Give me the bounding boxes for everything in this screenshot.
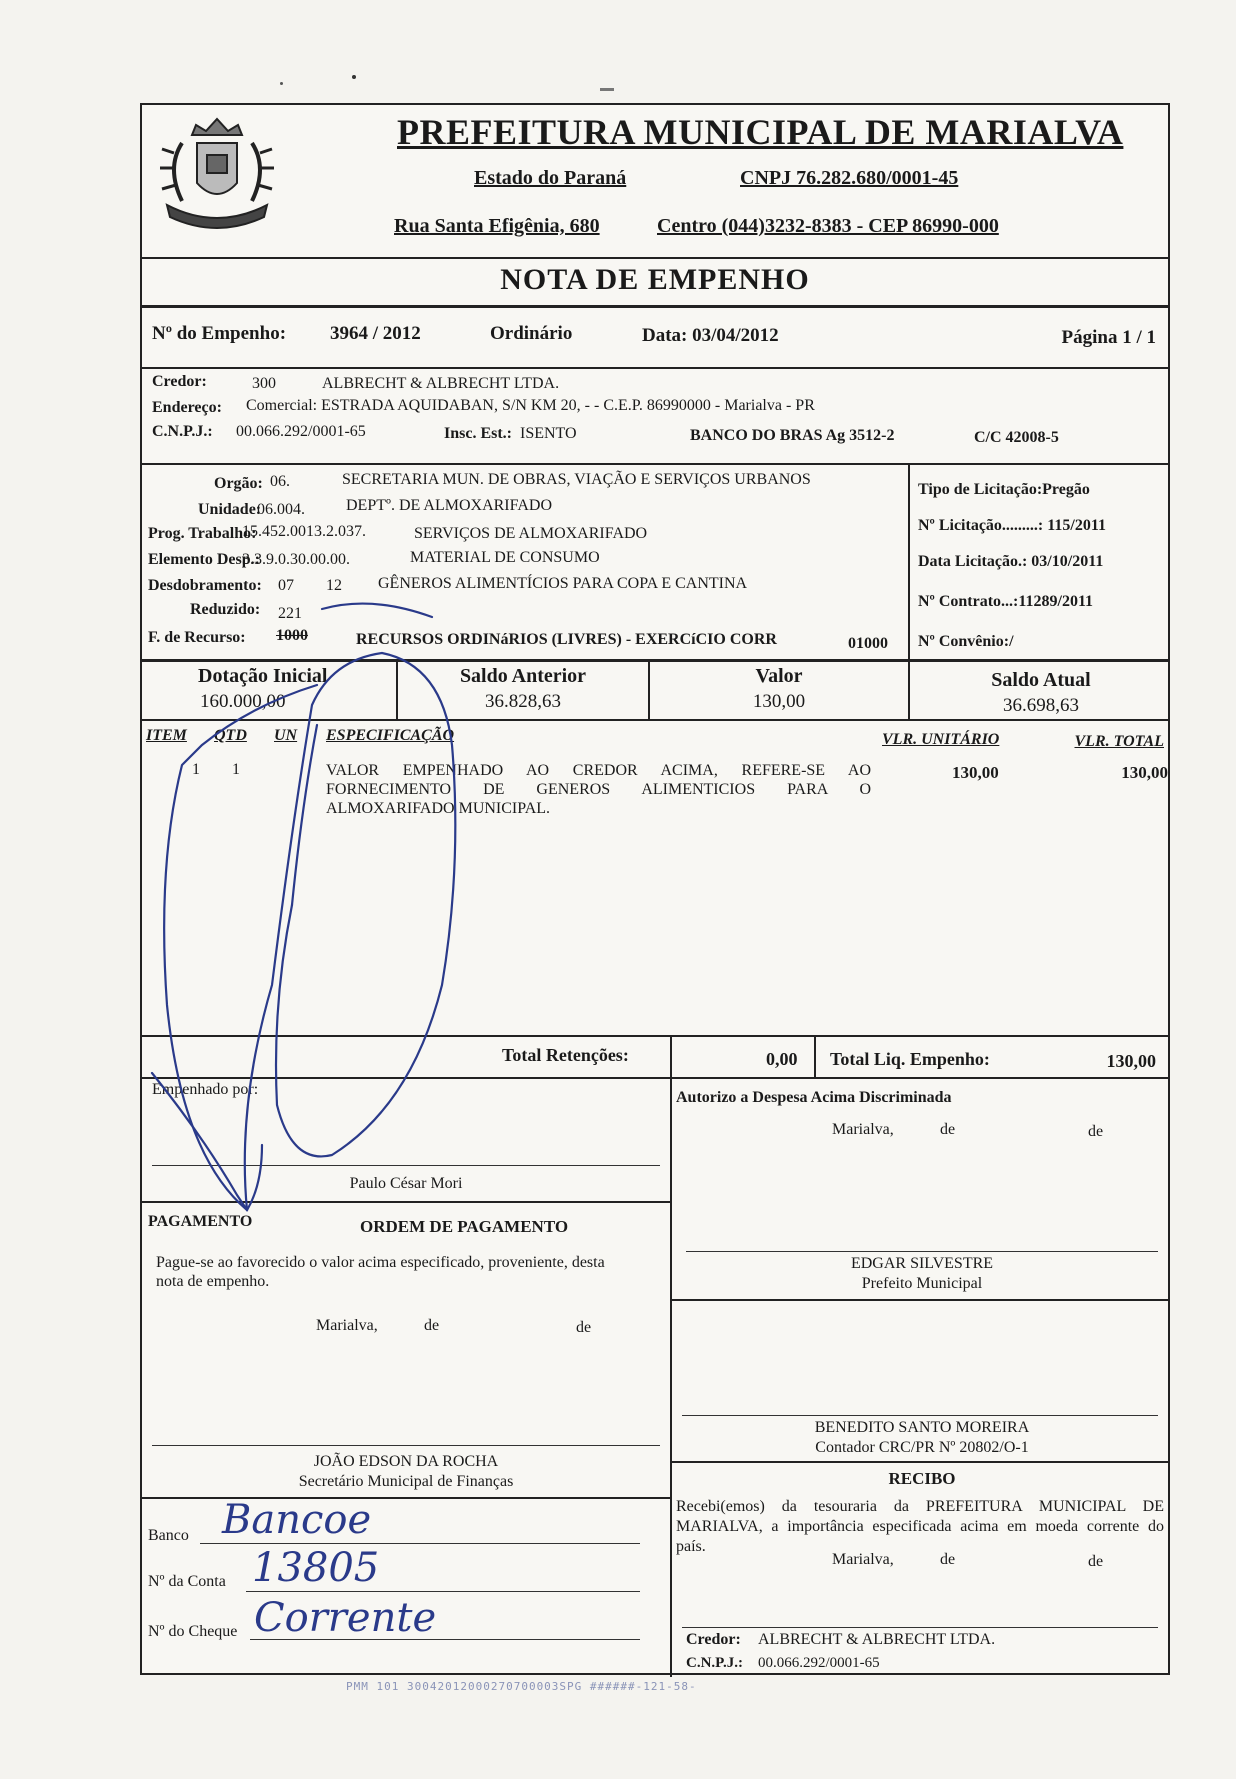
valor-value: 130,00 (752, 691, 806, 712)
prog-value: SERVIÇOS DE ALMOXARIFADO (414, 525, 648, 542)
row-vlr-total: 130,00 (1121, 763, 1168, 782)
recibo-label: RECIBO (888, 1469, 956, 1488)
recibo-text: Recebi(emos) da tesouraria da PREFEITURA MUNICIPAL DE MARIALVA, a importância especificada acima em moeda corrente do país. (676, 1498, 1164, 1555)
empenho-number: 3964 / 2012 (330, 323, 421, 344)
pagamento-label: PAGAMENTO (148, 1213, 253, 1230)
unidade-value: DEPTº. DE ALMOXARIFADO (346, 497, 552, 514)
orgao-code: 06. (270, 473, 290, 490)
recurso-value: RECURSOS ORDINáRIOS (LIVRES) - EXERCíCIO CORR (356, 631, 777, 648)
desdobramento-label: Desdobramento: (148, 577, 262, 594)
reduzido-value: 221 (278, 605, 302, 622)
prefeito-name: EDGAR SILVESTRE (850, 1255, 994, 1272)
saldo-atual-value: 36.698,63 (1003, 695, 1079, 716)
nota-de-empenho-document (140, 103, 1170, 1675)
total-retencoes-value: 0,00 (766, 1049, 798, 1069)
autorizo-local: Marialva, (832, 1121, 894, 1138)
total-liquido-value: 130,00 (1106, 1051, 1156, 1071)
reduzido-label: Reduzido: (190, 601, 261, 618)
bank-info: BANCO DO BRAS Ag 3512-2 (690, 427, 895, 444)
desdobramento-value: GÊNEROS ALIMENTÍCIOS PARA COPA E CANTINA (378, 575, 748, 592)
cheque-handwritten: Corrente (254, 1595, 437, 1641)
recibo-credor-name: ALBRECHT & ALBRECHT LTDA. (758, 1631, 996, 1648)
elemento-value: MATERIAL DE CONSUMO (410, 549, 600, 566)
recurso-label: F. de Recurso: (148, 629, 246, 646)
cnpj-label: CNPJ 76.282.680/0001-45 (740, 167, 959, 189)
orgao-value: SECRETARIA MUN. DE OBRAS, VIAÇÃO E SERVIÇOS URBANOS (342, 471, 811, 488)
pen-scribble-mark (142, 105, 1172, 1677)
recibo-credor-label: Credor: (686, 1631, 741, 1648)
prog-label: Prog. Trabalho: (148, 525, 257, 542)
contact-label: Centro (044)3232-8383 - CEP 86990-000 (657, 215, 999, 237)
insc-label: Insc. Est.: (444, 425, 513, 442)
ordem-pagamento-label: ORDEM DE PAGAMENTO (360, 1217, 569, 1236)
recurso-code: 1000 (276, 627, 308, 644)
pagamento-de-2: de (576, 1319, 592, 1336)
row-item: 1 (192, 761, 200, 778)
autorizo-de-2: de (1088, 1123, 1104, 1140)
empenho-type: Ordinário (490, 323, 573, 344)
saldo-anterior-value: 36.828,63 (485, 691, 561, 712)
prefeito-title: Prefeito Municipal (861, 1275, 983, 1292)
desdobramento-a: 07 (278, 577, 294, 594)
state-label: Estado do Paraná (474, 167, 627, 189)
recurso-number: 01000 (848, 635, 888, 652)
recibo-de-1: de (940, 1551, 956, 1568)
dotacao-inicial-label: Dotação Inicial (198, 665, 328, 687)
credor-name: ALBRECHT & ALBRECHT LTDA. (322, 375, 560, 392)
especificacao-line-3: ALMOXARIFADO MUNICIPAL. (326, 800, 551, 817)
autorizo-label: Autorizo a Despesa Acima Discriminada (676, 1089, 952, 1106)
secretario-title: Secretário Municipal de Finanças (298, 1473, 514, 1490)
endereco-value: Comercial: ESTRADA AQUIDABAN, S/N KM 20, - - C.E.P. 86990000 - Marialva - PR (246, 397, 815, 414)
credor-cnpj-label: C.N.P.J.: (152, 423, 213, 440)
secretario-name: JOÃO EDSON DA ROCHA (313, 1453, 499, 1470)
especificacao-line-2: FORNECIMENTO DE GENEROS ALIMENTICIOS PARA O (326, 781, 871, 798)
prog-code: 15.452.0013.2.037. (242, 523, 366, 540)
saldo-anterior-label: Saldo Anterior (459, 665, 587, 687)
account-info: C/C 42008-5 (974, 429, 1059, 446)
banco-label: Banco (148, 1527, 189, 1544)
recibo-cnpj: 00.066.292/0001-65 (758, 1655, 880, 1671)
page-title: PREFEITURA MUNICIPAL DE MARIALVA (397, 112, 1124, 152)
unidade-code: 06.004. (257, 501, 305, 518)
licitacao-tipo: Tipo de Licitação:Pregão (918, 481, 1090, 498)
pagamento-local: Marialva, (316, 1317, 378, 1334)
conta-label: Nº da Conta (148, 1573, 226, 1590)
autorizo-de-1: de (940, 1121, 956, 1138)
insc-value: ISENTO (520, 425, 577, 442)
licitacao-numero: Nº Licitação.........: 115/2011 (918, 517, 1106, 534)
pagamento-de-1: de (424, 1317, 440, 1334)
desdobramento-b: 12 (326, 577, 342, 594)
banco-handwritten: Bancoe (222, 1497, 372, 1543)
total-liquido-label: Total Liq. Empenho: (830, 1049, 990, 1069)
convenio-numero: Nº Convênio:/ (918, 633, 1014, 650)
especificacao-line-1: VALOR EMPENHADO AO CREDOR ACIMA, REFERE-SE AO (326, 762, 871, 779)
contador-title: Contador CRC/PR Nº 20802/O-1 (815, 1439, 1029, 1456)
cheque-label: Nº do Cheque (148, 1623, 238, 1640)
recibo-de-2: de (1088, 1553, 1104, 1570)
scan-speck (600, 88, 614, 91)
pagamento-text: Pague-se ao favorecido o valor acima especificado, proveniente, desta nota de empenho. (156, 1254, 605, 1290)
row-vlr-unitario: 130,00 (952, 763, 999, 782)
elemento-label: Elemento Desp.: (148, 551, 260, 568)
address-label: Rua Santa Efigênia, 680 (394, 215, 600, 237)
footer-barcode-text: PMM 101 30042012000270700003SPG ######-121-58- (346, 1680, 697, 1693)
unidade-label: Unidade: (198, 501, 262, 518)
col-item-header: ITEM (146, 727, 187, 744)
scan-speck (352, 75, 356, 79)
col-vlr-total-header: VLR. TOTAL (1074, 733, 1164, 750)
col-qtd-header: QTD (214, 727, 247, 744)
licitacao-data: Data Licitação.: 03/10/2011 (918, 553, 1104, 570)
elemento-code: 3.3.9.0.30.00.00. (242, 551, 350, 568)
recibo-local: Marialva, (832, 1551, 894, 1568)
col-especificacao-header: ESPECIFICAÇÃO (326, 727, 455, 744)
col-un-header: UN (274, 727, 298, 744)
saldo-atual-label: Saldo Atual (991, 669, 1091, 691)
empenhado-por-name: Paulo César Mori (349, 1175, 463, 1192)
contrato-numero: Nº Contrato...:11289/2011 (918, 593, 1094, 610)
credor-code: 300 (252, 375, 276, 392)
endereco-label: Endereço: (152, 399, 222, 416)
col-vlr-unitario-header: VLR. UNITÁRIO (882, 731, 1000, 748)
dotacao-inicial-value: 160.000,00 (200, 691, 286, 712)
empenho-date: Data: 03/04/2012 (642, 325, 779, 346)
empenhado-por-label: Empenhado por: (152, 1081, 259, 1098)
empenho-number-label: Nº do Empenho: (152, 323, 287, 344)
credor-cnpj: 00.066.292/0001-65 (236, 423, 366, 440)
document-title: NOTA DE EMPENHO (500, 263, 810, 296)
conta-handwritten: 13805 (252, 1545, 380, 1591)
total-retencoes-label: Total Retenções: (502, 1045, 629, 1065)
page-number: Página 1 / 1 (1061, 327, 1156, 348)
credor-label: Credor: (152, 373, 207, 390)
scan-speck (280, 82, 283, 85)
orgao-label: Orgão: (214, 475, 263, 492)
recibo-cnpj-label: C.N.P.J.: (686, 1655, 743, 1671)
contador-name: BENEDITO SANTO MOREIRA (814, 1419, 1030, 1436)
row-qtd: 1 (232, 761, 240, 778)
valor-label: Valor (755, 665, 803, 687)
